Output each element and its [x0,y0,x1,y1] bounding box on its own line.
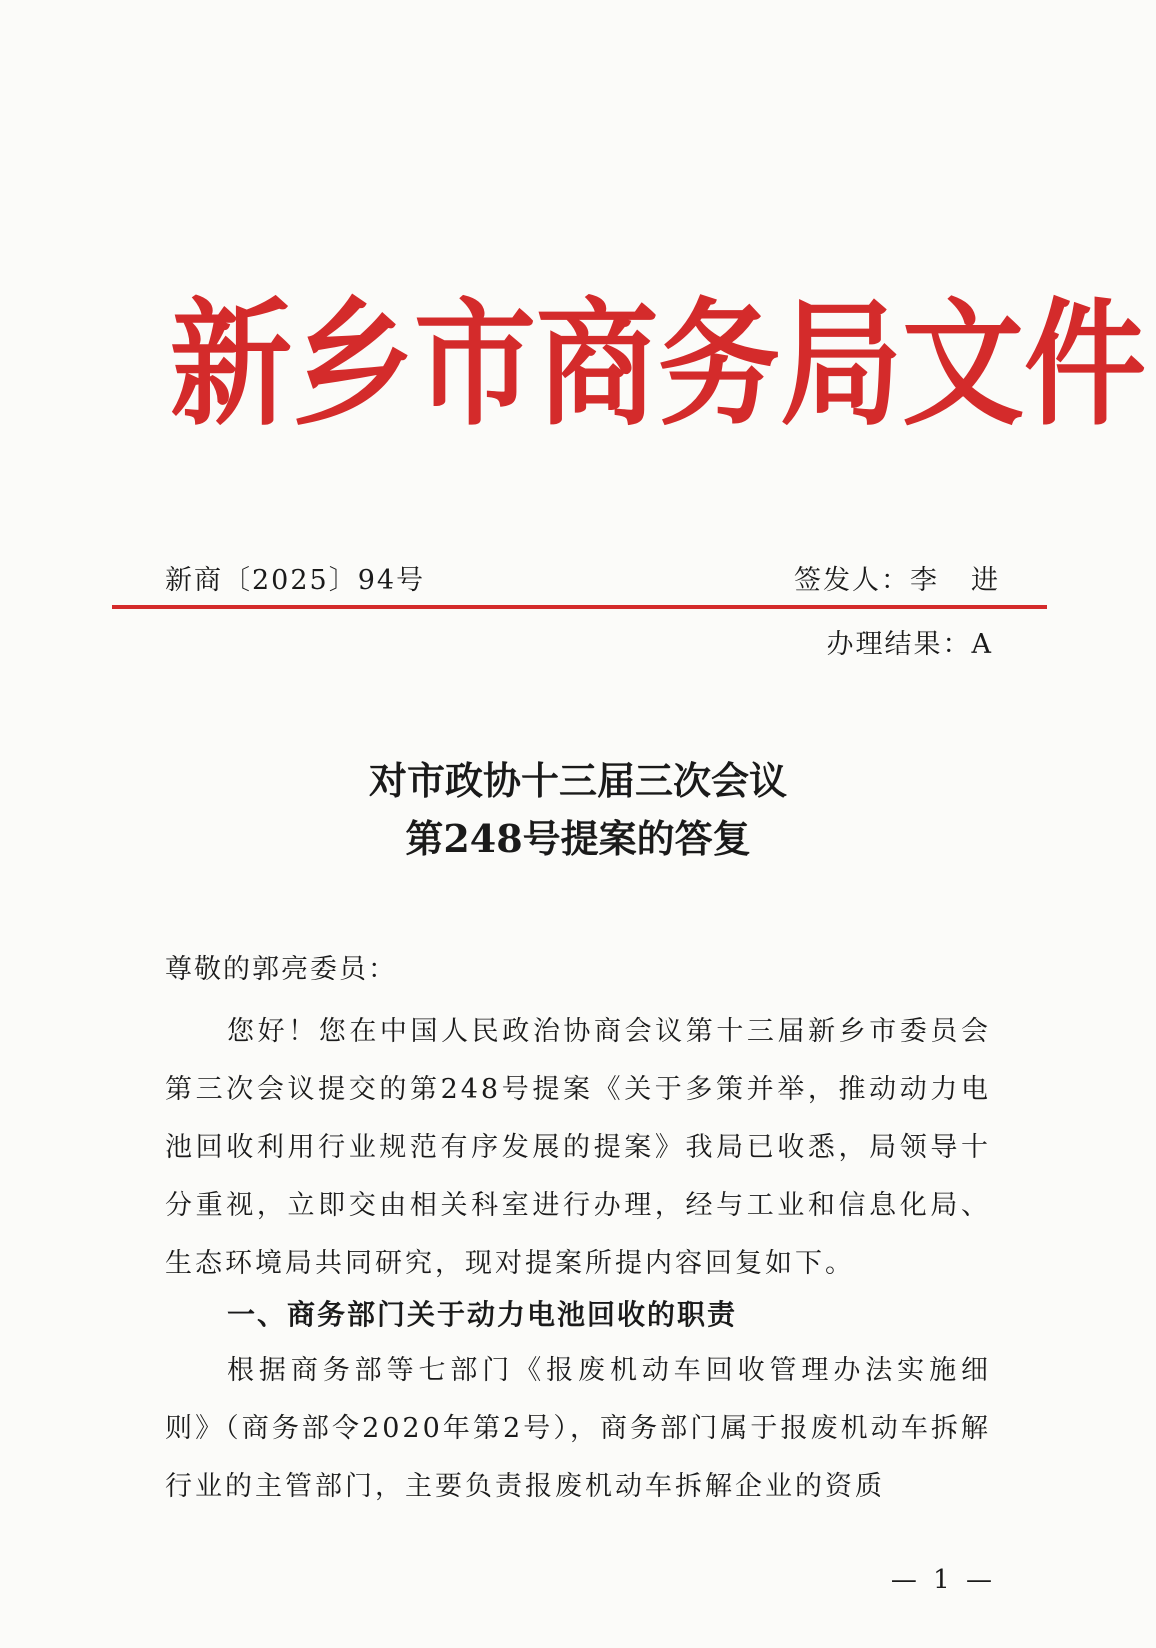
paragraph-1: 您好！您在中国人民政治协商会议第十三届新乡市委员会第三次会议提交的第248号提案《关于多策并举，推动动力电池回收利用行业规范有序发展的提案》我局已收悉，局领导十分重视，立即交由相关科室进行办理，经与工业和信息化局、生态环境局共同研究，现对提案所提内容回复如下。 [165,1016,991,1279]
signer-label: 签发人： [794,565,910,596]
document-title [0,752,1156,868]
title-line-2: 第248号提案的答复 [405,816,751,861]
red-divider-line [112,605,1047,609]
handling-result: 办理结果：A [826,629,993,660]
section-heading-1: 一、商务部门关于动力电池回收的职责 [227,1298,738,1331]
title-line-1: 对市政协十三届三次会议 [368,758,787,803]
signer [794,563,1032,599]
paragraph-2: 根据商务部等七部门《报废机动车回收管理办法实施细则》（商务部令2020年第2号），商务部门属于报废机动车拆解行业的主管部门，主要负责报废机动车拆解企业的资质 [165,1355,991,1502]
page-number: — 1 — [890,1565,996,1595]
document-number: 新商〔2025〕94号 [165,565,426,596]
masthead-title: 新乡市商务局文件 [170,285,1146,445]
salutation: 尊敬的郭亮委员： [165,954,397,985]
signer-name: 李进 [910,565,1032,596]
